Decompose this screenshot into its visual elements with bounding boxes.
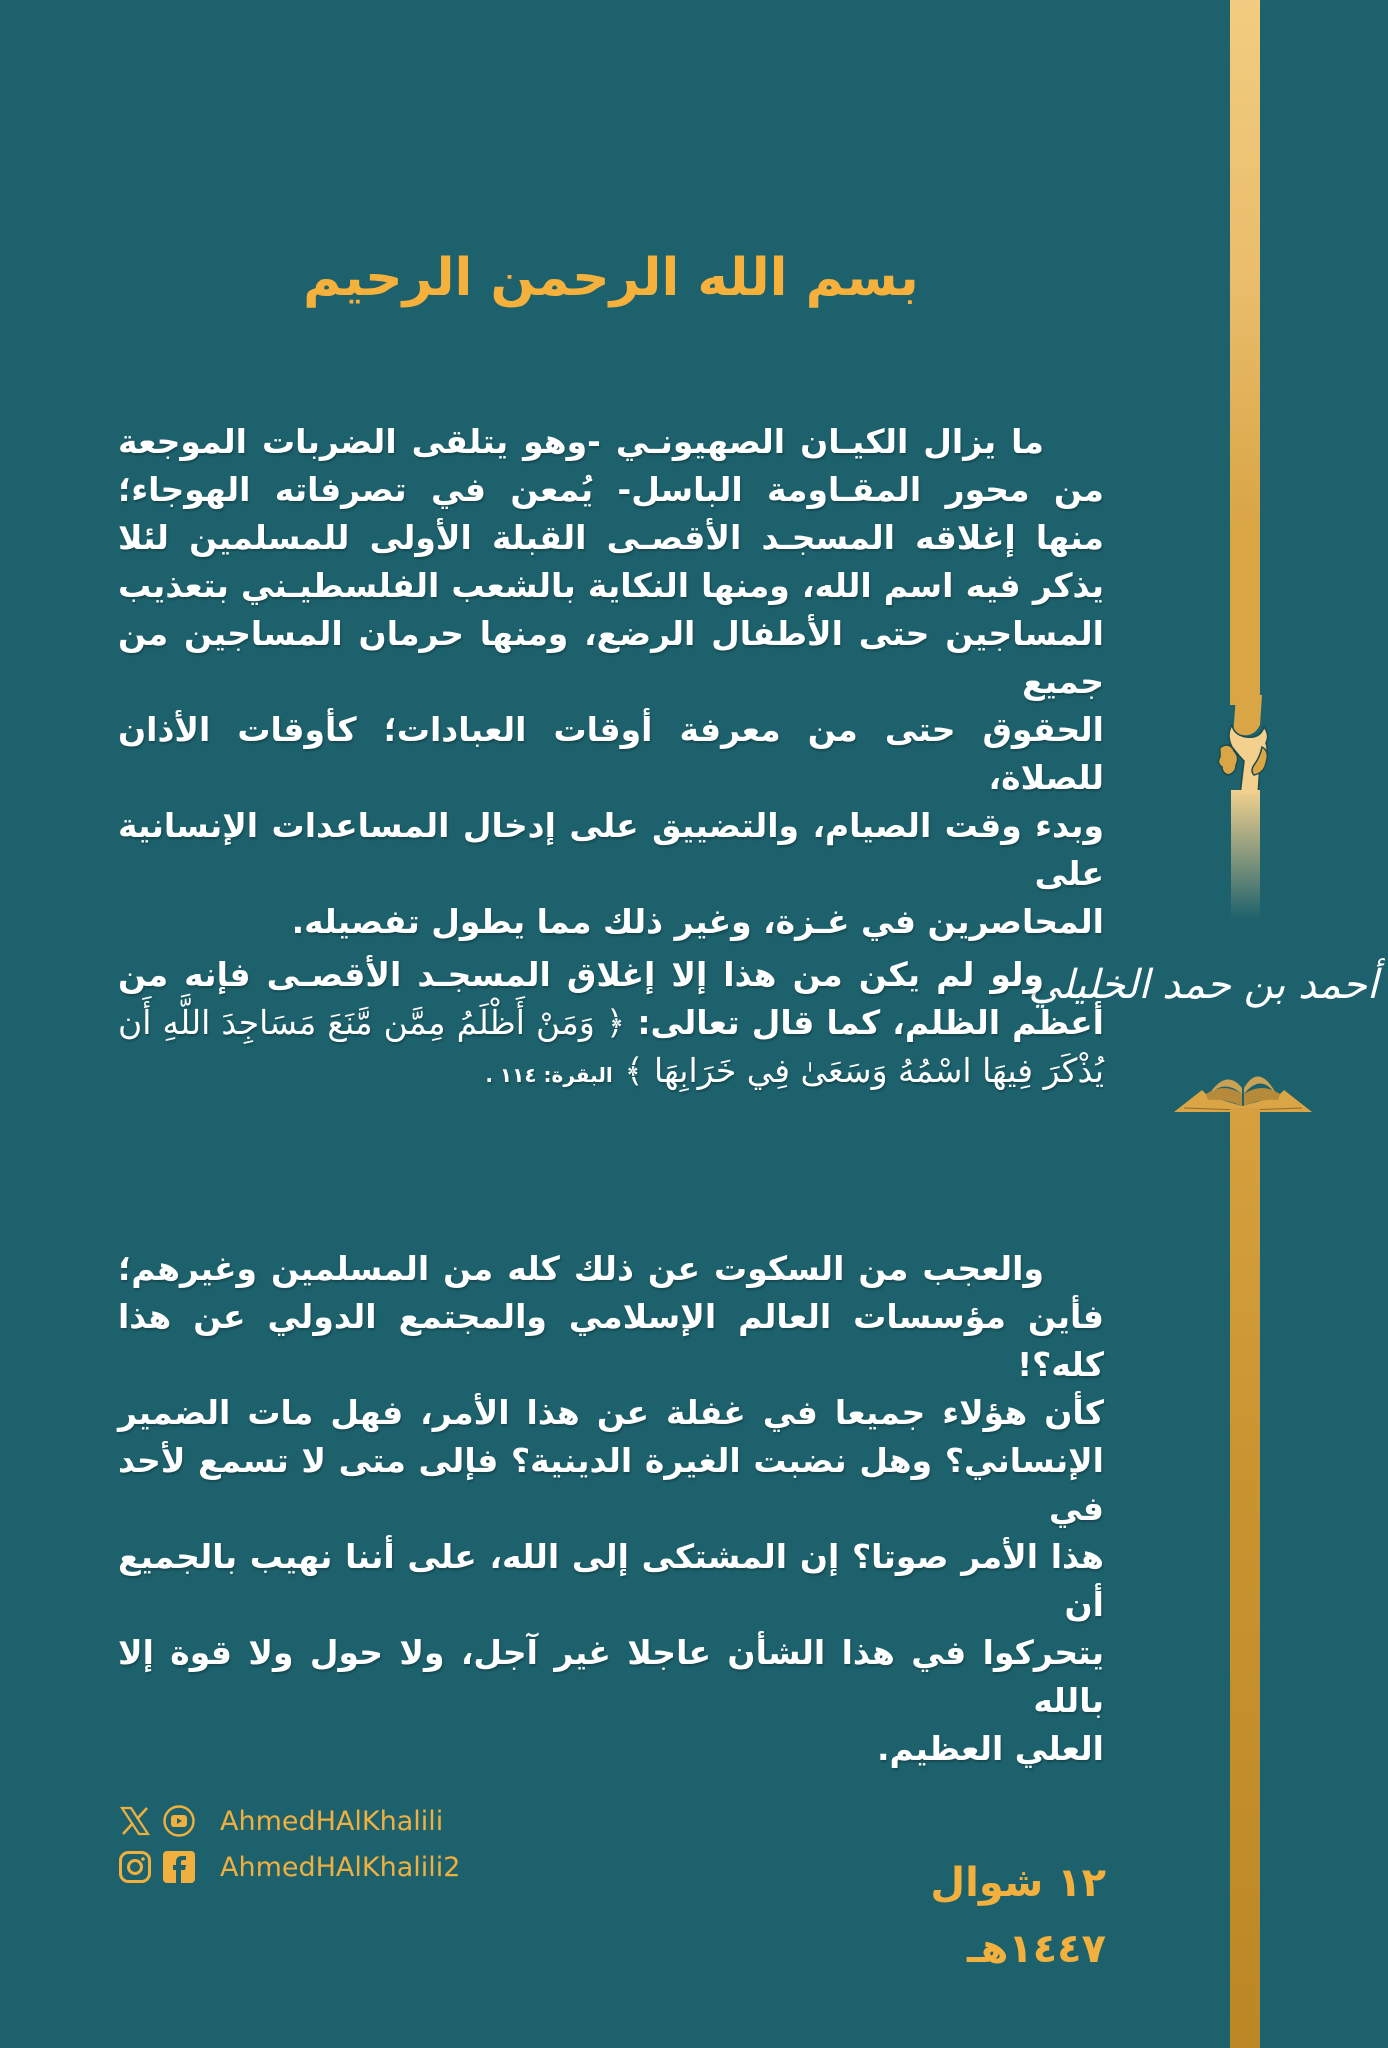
paragraph-line: منها إغلاقه المسجـد الأقصـى القبلة الأولى للمسلمين لئلا bbox=[118, 518, 1104, 557]
paragraph-line: فأين مؤسسات العالم الإسلامي والمجتمع الدولي عن هذا كله؟! bbox=[118, 1297, 1104, 1384]
paragraph-line: وبدء وقت الصيام، والتضييق على إدخال المساعدات الإنسانية على bbox=[118, 806, 1104, 893]
author-signature: أحمد بن حمد الخليلي bbox=[1028, 962, 1378, 1008]
x-icon[interactable] bbox=[118, 1804, 152, 1838]
paragraph-line: الإنساني؟ وهل نضبت الغيرة الدينية؟ فإلى متى لا تسمع لأحد في bbox=[118, 1441, 1104, 1528]
paragraph-line-with-quote bbox=[118, 999, 1104, 1047]
gold-bar-top bbox=[1230, 0, 1260, 705]
paragraph-line: العلي العظيم. bbox=[876, 1729, 1104, 1768]
paragraph-1 bbox=[118, 418, 1104, 946]
paragraph-line: المحاصرين في غـزة، وغير ذلك مما يطول تفصيله. bbox=[291, 902, 1104, 941]
instagram-icon[interactable] bbox=[118, 1850, 152, 1884]
paragraph-line: ما يزال الكيـان الصهيونـي -وهو يتلقى الضربات الموجعة bbox=[118, 422, 1044, 461]
youtube-icon[interactable] bbox=[162, 1804, 196, 1838]
paragraph-2 bbox=[118, 951, 1104, 1099]
paragraph-line: ولو لم يكن من هذا إلا إغلاق المسجـد الأقصـى فإنه من bbox=[118, 955, 1044, 994]
quran-verse-part-1: ﴿ وَمَنْ أَظْلَمُ مِمَّن مَّنَعَ مَسَاجِدَ اللَّهِ أَن bbox=[118, 1003, 626, 1042]
social-handle[interactable]: AhmedHAlKhalili2 bbox=[220, 1851, 461, 1883]
paragraph-3 bbox=[118, 1245, 1104, 1773]
quote-intro: أعظم الظلم، كما قال تعالى: bbox=[637, 1003, 1104, 1042]
quran-reference: البقرة: ١١٤ . bbox=[485, 1063, 613, 1087]
paragraph-line: يذكر فيه اسم الله، ومنها النكاية بالشعب الفلسطيـني بتعذيب bbox=[118, 566, 1104, 605]
paragraph-line: الحقوق حتى من معرفة أوقات العبادات؛ كأوقات الأذان للصلاة، bbox=[118, 710, 1104, 797]
social-handle[interactable]: AhmedHAlKhalili bbox=[220, 1805, 444, 1837]
paragraph-line: المساجين حتى الأطفال الرضع، ومنها حرمان المساجين من جميع bbox=[118, 614, 1104, 701]
social-row-2[interactable] bbox=[118, 1844, 518, 1890]
hijri-date: ١٢ شوال ١٤٤٧هـ bbox=[930, 1860, 1106, 1972]
basmala-title: بسم الله الرحمن الرحيم bbox=[303, 248, 919, 308]
clasped-hands-icon bbox=[1214, 695, 1280, 795]
facebook-icon[interactable] bbox=[162, 1850, 196, 1884]
paragraph-line: كأن هؤلاء جميعا في غفلة عن هذا الأمر، فهل مات الضمير bbox=[118, 1393, 1104, 1432]
paragraph-line: هذا الأمر صوتا؟ إن المشتكى إلى الله، على أننا نهيب بالجميع أن bbox=[118, 1537, 1104, 1624]
quran-verse-part-2: يُذْكَرَ فِيهَا اسْمُهُ وَسَعَىٰ فِي خَرَابِهَا ﴾ bbox=[624, 1051, 1104, 1090]
social-row-1[interactable] bbox=[118, 1798, 518, 1844]
gold-bar-bottom bbox=[1230, 1108, 1260, 2048]
paragraph-line-with-quote bbox=[118, 1047, 1104, 1099]
paragraph-line: يتحركوا في هذا الشأن عاجلا غير آجل، ولا حول ولا قوة إلا بالله bbox=[118, 1633, 1104, 1720]
paragraph-line: والعجب من السكوت عن ذلك كله من المسلمين وغيرهم؛ bbox=[118, 1249, 1044, 1288]
gold-bar-fade bbox=[1231, 790, 1260, 920]
social-links bbox=[118, 1798, 518, 1890]
paragraph-line: من محور المقـاومة الباسل- يُمعن في تصرفاته الهوجاء؛ bbox=[118, 470, 1104, 509]
